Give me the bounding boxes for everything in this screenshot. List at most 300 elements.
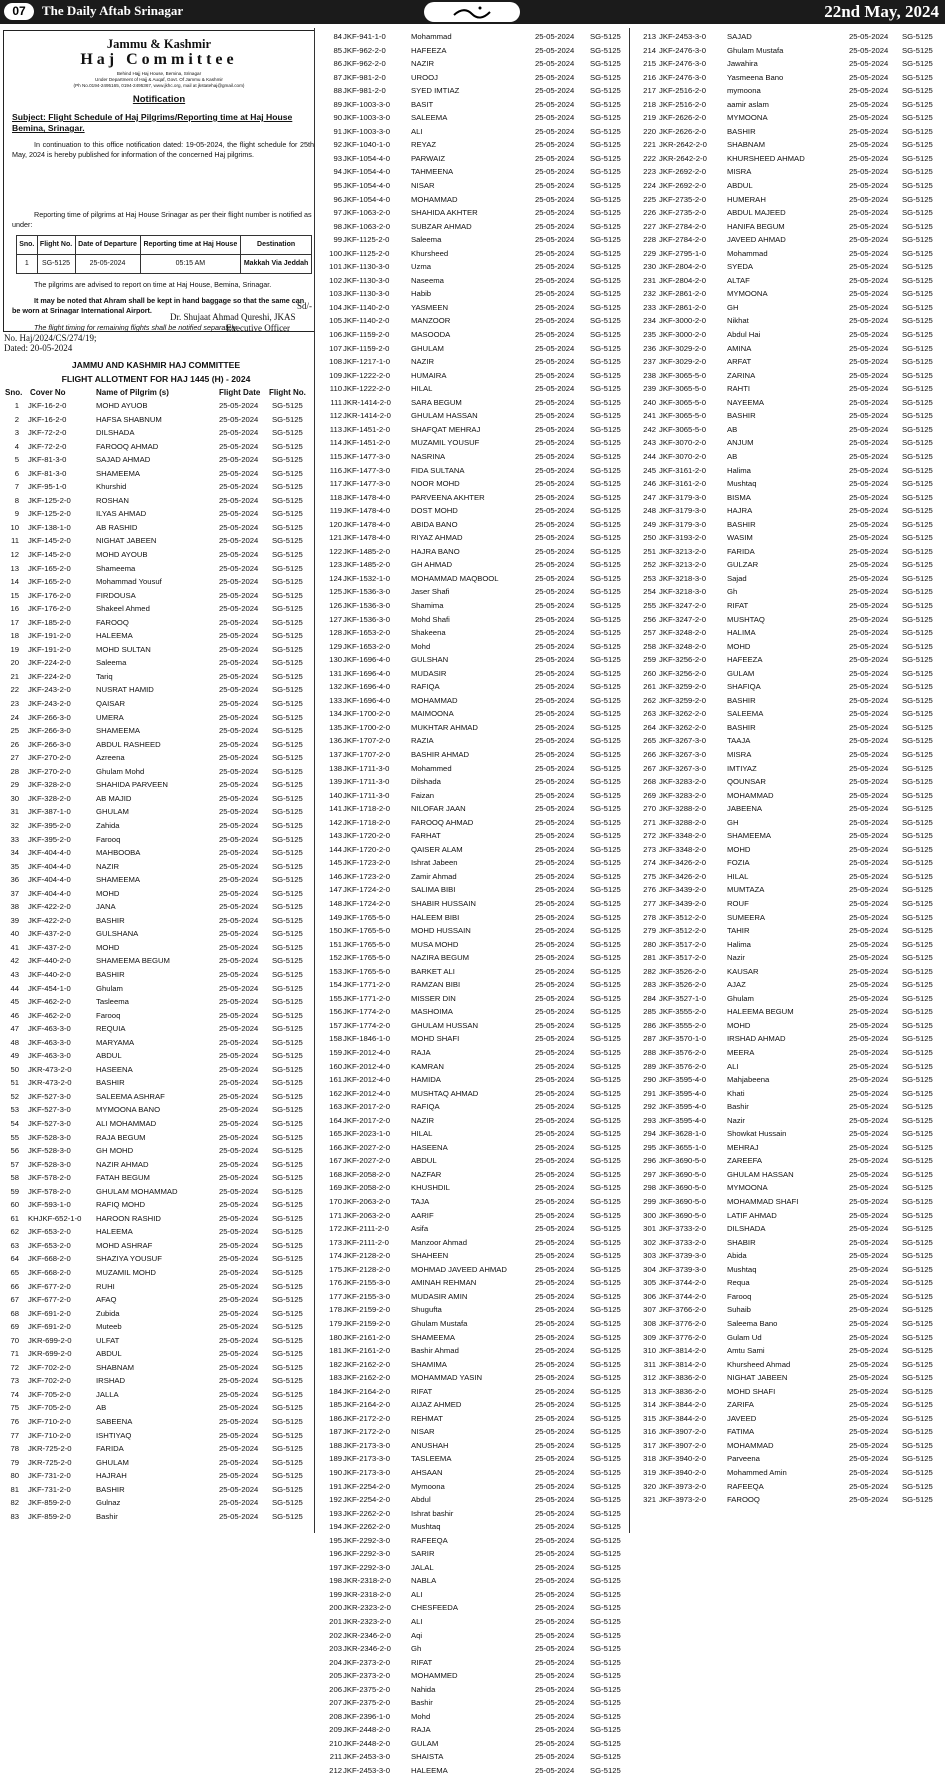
serial-number: 107 (329, 343, 342, 353)
flight-date: 25-05-2024 (535, 479, 575, 489)
serial-number: 84 (333, 32, 342, 41)
table-row (0, 247, 945, 261)
table-row (0, 274, 945, 288)
cover-number: JKF-1774-2-0 (343, 1020, 390, 1030)
pilgrim-name: MASOODA (411, 330, 451, 340)
flight-date: 25-05-2024 (849, 113, 889, 123)
cover-number: JKF-1536-3-0 (343, 614, 390, 624)
table-row (0, 382, 945, 396)
pilgrim-name: TAHMEENA (411, 167, 454, 177)
flight-number: SG-5125 (590, 1346, 621, 1356)
flight-number: SG-5125 (272, 685, 303, 695)
cover-number: JKR-725-2-0 (28, 1444, 72, 1454)
cover-number: JKF-1125-2-0 (343, 235, 390, 245)
flight-date: 25-05-2024 (219, 766, 259, 776)
issue-date: 22nd May, 2024 (824, 2, 939, 21)
serial-number: 87 (333, 72, 342, 82)
cover-number: JKF-224-2-0 (28, 658, 71, 668)
reference-date: Dated: 20-05-2024 (4, 343, 73, 353)
pilgrim-name: ABDUL MAJEED (727, 208, 786, 218)
cover-number: JKF-1130-3-0 (343, 289, 390, 299)
cover-number: JKF-3595-4-0 (659, 1102, 706, 1112)
flight-number: SG-5125 (272, 861, 303, 871)
cover-number: JKF-3655-1-0 (659, 1142, 706, 1152)
flight-number: SG-5125 (272, 1159, 303, 1169)
flight-date: 25-05-2024 (535, 45, 575, 55)
cover-number: JKF-1054-4-0 (343, 153, 390, 163)
flight-number: SG-5125 (590, 1359, 621, 1369)
pilgrim-name: NISAR (411, 181, 435, 191)
cover-number: JKF-1696-4-0 (343, 668, 390, 678)
flight-number: SG-5125 (902, 641, 933, 651)
pilgrim-name: FAROOQ AHMAD (96, 441, 159, 451)
flight-date: 25-05-2024 (849, 235, 889, 245)
serial-number: 171 (329, 1210, 342, 1220)
table-row (0, 450, 945, 464)
pilgrim-name: Nazir (727, 953, 745, 963)
serial-number: 80 (10, 1471, 19, 1481)
serial-number: 295 (643, 1142, 656, 1152)
cover-number: JKF-1707-2-0 (343, 736, 390, 746)
table-row (0, 802, 945, 816)
serial-number: 206 (329, 1684, 342, 1694)
flight-number: SG-5125 (272, 1037, 303, 1047)
flight-number: SG-5125 (272, 604, 303, 614)
serial-number: 311 (643, 1359, 656, 1369)
cover-number: JKF-3213-2-0 (659, 560, 706, 570)
flight-date: 25-05-2024 (219, 550, 259, 560)
flight-date: 25-05-2024 (535, 628, 575, 638)
flight-date: 25-05-2024 (535, 695, 575, 705)
serial-number: 174 (329, 1251, 342, 1261)
pilgrim-name: SHABIR (727, 1237, 756, 1247)
flight-number: SG-5125 (590, 953, 621, 963)
pilgrim-name: GHULAM MOHAMMAD (96, 1186, 178, 1196)
serial-number: 2 (14, 414, 19, 424)
flight-date: 25-05-2024 (535, 72, 575, 82)
table-row (0, 1412, 945, 1426)
cover-number: JKF-2453-3-0 (343, 1766, 390, 1775)
serial-number: 230 (643, 262, 656, 272)
cover-number: JKF-1063-2-0 (343, 208, 390, 218)
serial-number: 137 (329, 749, 342, 759)
pilgrim-name: BASHIR (727, 411, 756, 421)
flight-number: SG-5125 (272, 848, 303, 858)
cover-number: JKF-702-2-0 (28, 1362, 71, 1372)
flight-number: SG-5125 (902, 519, 933, 529)
flight-number: SG-5125 (902, 411, 933, 421)
flight-number: SG-5125 (590, 668, 621, 678)
pilgrim-name: JAVEED AHMAD (727, 235, 786, 245)
serial-number: 234 (643, 316, 656, 326)
flight-date: 25-05-2024 (535, 817, 575, 827)
flight-date: 25-05-2024 (849, 1075, 889, 1085)
flight-date: 25-05-2024 (535, 384, 575, 394)
pilgrim-name: RAHTI (727, 384, 751, 394)
flight-date: 25-05-2024 (535, 1373, 575, 1383)
pilgrim-name: MOHAMMAD (411, 695, 458, 705)
serial-number: 122 (329, 546, 342, 556)
flight-number: SG-5125 (590, 1291, 621, 1301)
pilgrim-name: Jaser Shafi (411, 587, 450, 597)
flight-date: 25-05-2024 (535, 1156, 575, 1166)
pilgrim-name: HAFEEZA (411, 45, 447, 55)
pilgrim-name: SAJAD AHMAD (96, 455, 151, 465)
pilgrim-name: Ghulam (727, 993, 754, 1003)
flight-date: 25-05-2024 (535, 1386, 575, 1396)
flight-date: 25-05-2024 (849, 668, 889, 678)
cover-number: JKF-2172-2-0 (343, 1427, 390, 1437)
flight-date: 25-05-2024 (535, 1576, 575, 1586)
serial-number: 231 (643, 275, 656, 285)
pilgrim-name: HUMAIRA (411, 370, 447, 380)
flight-number: SG-5125 (902, 140, 933, 150)
flight-date: 25-05-2024 (535, 546, 575, 556)
serial-number: 136 (329, 736, 342, 746)
table-row (0, 1750, 630, 1764)
flight-date: 25-05-2024 (219, 997, 259, 1007)
flight-number: SG-5125 (590, 1427, 621, 1437)
serial-number: 125 (329, 587, 342, 597)
flight-number: SG-5125 (902, 72, 933, 82)
flight-number: SG-5125 (590, 1210, 621, 1220)
flight-number: SG-5125 (902, 181, 933, 191)
flight-date: 25-05-2024 (535, 736, 575, 746)
flight-date: 25-05-2024 (849, 357, 889, 367)
flight-number: SG-5125 (272, 1444, 303, 1454)
cover-number: JKF-2128-2-0 (343, 1251, 390, 1261)
cover-number: JKF-2111-2-0 (343, 1224, 389, 1234)
flight-date: 25-05-2024 (535, 1698, 575, 1708)
cover-number: JKF-2262-2-0 (343, 1508, 390, 1518)
flight-date: 25-05-2024 (219, 780, 259, 790)
cover-number: JKF-3065-5-0 (659, 384, 706, 394)
paper-name: The Daily Aftab Srinagar (42, 3, 184, 18)
serial-number: 16 (10, 604, 19, 614)
flight-number: SG-5125 (272, 441, 303, 451)
flight-date: 25-05-2024 (535, 302, 575, 312)
table-row (0, 1534, 630, 1548)
cover-number: JKF-2161-2-0 (343, 1346, 390, 1356)
serial-number: 263 (643, 709, 656, 719)
serial-number: 11 (11, 536, 19, 546)
serial-number: 6 (14, 468, 19, 478)
flight-number: SG-5125 (590, 587, 621, 597)
flight-date: 25-05-2024 (219, 1051, 259, 1061)
flight-date: 25-05-2024 (849, 45, 889, 55)
table-row (0, 1452, 945, 1466)
flight-number: SG-5125 (902, 546, 933, 556)
pilgrim-name: Gh (727, 587, 738, 597)
pilgrim-name: SARIR (411, 1549, 435, 1559)
flight-number: SG-5125 (590, 519, 621, 529)
cover-number: JKF-3576-2-0 (659, 1061, 706, 1071)
table-row (0, 1005, 945, 1019)
flight-number: SG-5125 (272, 671, 303, 681)
cover-number: JKF-3256-2-0 (659, 668, 706, 678)
cover-number: JKF-2254-2-0 (343, 1481, 390, 1491)
flight-number: SG-5125 (590, 1766, 621, 1775)
cover-number: JKF-3439-2-0 (659, 885, 706, 895)
flight-date: 25-05-2024 (849, 546, 889, 556)
serial-number: 256 (643, 614, 656, 624)
flight-number: SG-5125 (272, 753, 303, 763)
pilgrim-name: Ishrat Jabeen (411, 858, 458, 868)
pilgrim-name: MOHAMMAD MAQBOOL (411, 573, 499, 583)
flight-date: 25-05-2024 (849, 966, 889, 976)
flight-date: 25-05-2024 (535, 330, 575, 340)
cover-number: JKF-422-2-0 (28, 902, 71, 912)
pilgrim-name: MYMOONA BANO (96, 1105, 161, 1115)
table-row (0, 1629, 630, 1643)
flight-number: SG-5125 (590, 912, 621, 922)
serial-number: 1 (14, 401, 19, 410)
pilgrim-name: SHAMEEMA (411, 1332, 455, 1342)
table-row (0, 1493, 945, 1507)
pilgrim-name: GHULAM (411, 343, 444, 353)
flight-date: 25-05-2024 (849, 926, 889, 936)
notice-address-line: Behind Hajj Haj House, Bemina, Srinagar (116, 71, 202, 76)
cover-number: JKF-463-3-0 (28, 1037, 71, 1047)
cover-number: JKF-2159-2-0 (343, 1318, 390, 1328)
cover-number: JKF-3526-2-0 (659, 980, 706, 990)
pilgrim-name: AARIF (411, 1210, 434, 1220)
pilgrim-name: Nikhat (727, 316, 749, 326)
flight-number: SG-5125 (902, 316, 933, 326)
serial-number: 168 (329, 1169, 342, 1179)
cover-number: JKF-3248-2-0 (659, 628, 706, 638)
table-header: Flight No. (37, 236, 75, 255)
serial-number: 15 (10, 590, 19, 600)
cover-number: JKF-1765-5-0 (343, 926, 390, 936)
cover-number: JKF-387-1-0 (28, 807, 71, 817)
flight-date: 25-05-2024 (535, 465, 575, 475)
table-row (0, 1127, 945, 1141)
serial-number: 116 (329, 465, 342, 475)
cover-number: JKF-1130-3-0 (343, 275, 390, 285)
flight-date: 25-05-2024 (535, 804, 575, 814)
table-row (0, 138, 945, 152)
column-header: Cover No (30, 388, 66, 397)
notice-para: It may be noted that Ahram shall be kept in hand baggage so that the same can be worn at Srinagar International Airport. (12, 296, 305, 315)
cover-number: JKF-2063-2-0 (343, 1197, 390, 1207)
serial-number: 202 (329, 1630, 342, 1640)
cover-number: JKF-3288-2-0 (659, 804, 706, 814)
flight-number: SG-5125 (590, 424, 621, 434)
pilgrim-name: HALIMA (727, 628, 756, 638)
cover-number: JKF-1774-2-0 (343, 1007, 390, 1017)
serial-number: 214 (643, 45, 656, 55)
flight-date: 25-05-2024 (849, 1020, 889, 1030)
flight-date: 25-05-2024 (535, 1007, 575, 1017)
flight-number: SG-5125 (902, 45, 933, 55)
pilgrim-name: SHAMIMA (411, 1359, 447, 1369)
cover-number: JKF-3690-5-0 (659, 1169, 706, 1179)
cover-number: JKF-3776-2-0 (659, 1318, 706, 1328)
cover-number: JKF-941-1-0 (343, 32, 386, 41)
table-row (0, 71, 945, 85)
flight-date: 25-05-2024 (849, 709, 889, 719)
serial-number: 158 (329, 1034, 342, 1044)
table-cell: 1 (17, 255, 38, 274)
flight-number: SG-5125 (590, 275, 621, 285)
flight-number: SG-5125 (272, 834, 303, 844)
serial-number: 109 (329, 370, 342, 380)
flight-number: SG-5125 (902, 1467, 933, 1477)
flight-date: 25-05-2024 (849, 72, 889, 82)
flight-number: SG-5125 (590, 831, 621, 841)
cover-number: JKF-2254-2-0 (343, 1495, 390, 1505)
pilgrim-name: MYMOONA (727, 113, 768, 123)
flight-number: SG-5125 (902, 194, 933, 204)
cover-number: JKF-3218-3-0 (659, 587, 706, 597)
table-row (0, 1195, 945, 1209)
flight-number: SG-5125 (902, 1264, 933, 1274)
flight-number: SG-5125 (902, 1197, 933, 1207)
flight-date: 25-05-2024 (219, 888, 259, 898)
flight-date: 25-05-2024 (535, 492, 575, 502)
pilgrim-name: NASRINA (411, 451, 446, 461)
cover-number: JKF-859-2-0 (28, 1498, 71, 1508)
flight-number: SG-5125 (590, 1535, 621, 1545)
flight-date: 25-05-2024 (535, 749, 575, 759)
table-header: Destination (241, 236, 312, 255)
flight-date: 25-05-2024 (219, 1362, 259, 1372)
flight-date: 25-05-2024 (219, 1024, 259, 1034)
pilgrim-name: KAUSAR (727, 966, 759, 976)
serial-number: 186 (329, 1413, 342, 1423)
serial-number: 22 (10, 685, 19, 695)
flight-date: 25-05-2024 (219, 834, 259, 844)
flight-number: SG-5125 (272, 1146, 303, 1156)
pilgrim-name: GH (727, 302, 739, 312)
flight-date: 25-05-2024 (849, 519, 889, 529)
cover-number: JKF-462-2-0 (28, 997, 71, 1007)
flight-date: 25-05-2024 (849, 722, 889, 732)
pilgrim-name: MOHAMMAD SHAFI (727, 1197, 799, 1207)
flight-number: SG-5125 (272, 1457, 303, 1467)
flight-date: 25-05-2024 (535, 1061, 575, 1071)
pilgrim-name: Shakeel Ahmed (96, 604, 150, 614)
cover-number: JKF-2012-4-0 (343, 1075, 390, 1085)
table-row (0, 680, 945, 694)
serial-number: 49 (10, 1051, 19, 1061)
pilgrim-name: NAZIRA BEGUM (411, 953, 470, 963)
pilgrim-name: Farooq (727, 1291, 752, 1301)
serial-number: 88 (333, 86, 342, 96)
cover-number: JKF-3161-2-0 (659, 479, 706, 489)
cover-number: JKF-731-2-0 (28, 1471, 71, 1481)
pilgrim-name: NIGHAT JABEEN (96, 536, 157, 546)
table-row (0, 1141, 945, 1155)
pilgrim-name: MUZAMIL YOUSUF (411, 438, 480, 448)
pilgrim-name: AB (727, 424, 738, 434)
flight-number: SG-5125 (902, 167, 933, 177)
flight-number: SG-5125 (590, 465, 621, 475)
pilgrim-name: MUSA MOHD (411, 939, 459, 949)
flight-date: 25-05-2024 (535, 1115, 575, 1125)
flight-date: 25-05-2024 (849, 289, 889, 299)
flight-date: 25-05-2024 (849, 844, 889, 854)
cover-number: JKF-3739-3-0 (659, 1251, 706, 1261)
cover-number: JKF-3065-5-0 (659, 397, 706, 407)
serial-number: 57 (10, 1159, 19, 1169)
notice-state: Jammu & Kashmir (106, 37, 212, 51)
pilgrim-name: MOHAMMAD (411, 194, 458, 204)
flight-date: 25-05-2024 (219, 875, 259, 885)
serial-number: 145 (329, 858, 342, 868)
serial-number: 153 (329, 966, 342, 976)
serial-number: 151 (329, 939, 342, 949)
flight-number: SG-5125 (272, 739, 303, 749)
flight-number: SG-5125 (902, 384, 933, 394)
table-row (0, 762, 945, 776)
pilgrim-name: Ghulam (96, 983, 123, 993)
flight-number: SG-5125 (272, 1173, 303, 1183)
cover-number: JKF-527-3-0 (28, 1105, 71, 1115)
flight-date: 25-05-2024 (849, 302, 889, 312)
pilgrim-name: IRSHAD AHMAD (727, 1034, 786, 1044)
flight-number: SG-5125 (902, 682, 933, 692)
serial-number: 198 (329, 1576, 342, 1586)
flight-number: SG-5125 (272, 956, 303, 966)
flight-number: SG-5125 (590, 302, 621, 312)
serial-number: 92 (333, 140, 342, 150)
serial-number: 207 (329, 1698, 342, 1708)
cover-number: JKF-328-2-0 (28, 793, 71, 803)
flight-number: SG-5125 (272, 875, 303, 885)
flight-number: SG-5125 (272, 1240, 303, 1250)
cover-number: JKF-3844-2-0 (659, 1400, 706, 1410)
cover-number: JKF-145-2-0 (28, 536, 71, 546)
pilgrim-name: SALEEMA (411, 113, 448, 123)
flight-number: SG-5125 (590, 1698, 621, 1708)
table-row (0, 653, 945, 667)
table-row (0, 179, 945, 193)
pilgrim-name: BASHIR (96, 969, 125, 979)
cover-number: JKF-3595-4-0 (659, 1075, 706, 1085)
cover-number: JKF-1478-4-0 (343, 533, 390, 543)
cover-number: JKF-1700-2-0 (343, 709, 390, 719)
serial-number: 23 (10, 699, 19, 709)
table-row (0, 856, 945, 870)
pilgrim-name: Bashir Ahmad (411, 1346, 459, 1356)
flight-number: SG-5125 (902, 533, 933, 543)
pilgrim-name: SHAFQAT MEHRAJ (411, 424, 481, 434)
flight-number: SG-5125 (902, 560, 933, 570)
serial-number: 165 (329, 1129, 342, 1139)
cover-number: JKR-2318-2-0 (343, 1589, 391, 1599)
cover-number: JKR-2323-2-0 (343, 1603, 391, 1613)
flight-number: SG-5125 (272, 1471, 303, 1481)
pilgrim-name: ILYAS AHMAD (96, 509, 147, 519)
serial-number: 21 (10, 671, 19, 681)
flight-number: SG-5125 (590, 573, 621, 583)
flight-number: SG-5125 (590, 1684, 621, 1694)
flight-number: SG-5125 (902, 357, 933, 367)
cover-number: JKF-2262-2-0 (343, 1522, 390, 1532)
pilgrim-name: NISAR (411, 1427, 435, 1437)
pilgrim-name: Sajad (727, 573, 747, 583)
pilgrim-name: BASHIR (96, 1078, 125, 1088)
serial-number: 60 (10, 1200, 19, 1210)
pilgrim-name: mymoona (727, 86, 761, 96)
cover-number: JKF-266-3-0 (28, 726, 71, 736)
cover-number: JKF-2017-2-0 (343, 1115, 390, 1125)
flight-date: 25-05-2024 (535, 587, 575, 597)
flight-number: SG-5125 (590, 1671, 621, 1681)
pilgrim-name: MOHD (727, 1020, 751, 1030)
